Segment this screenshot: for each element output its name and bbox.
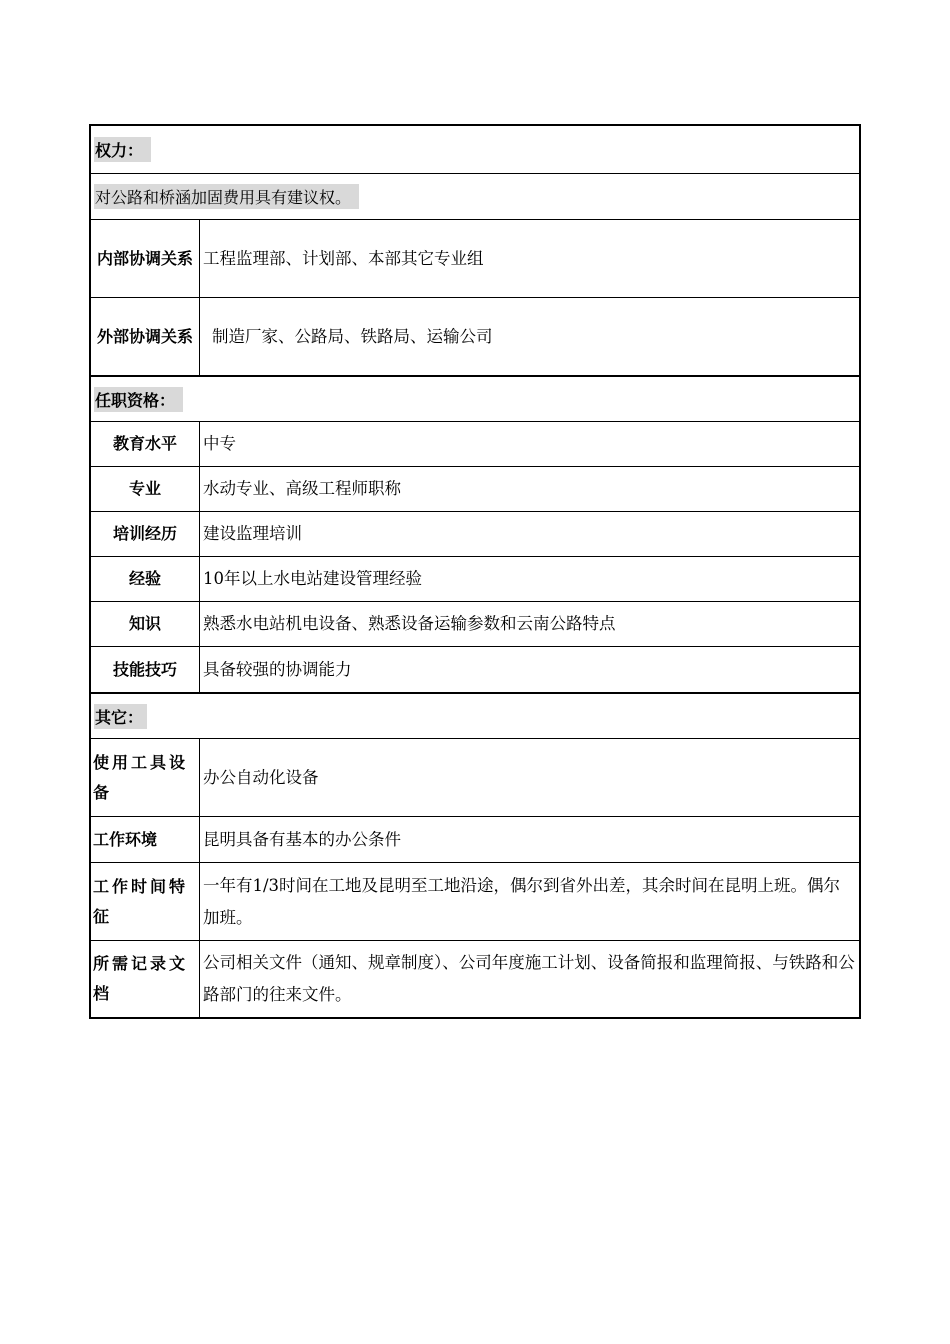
other-row-tools	[91, 738, 859, 816]
qualification-value-skills: 具备较强的协调能力	[203, 659, 352, 679]
power-content-row	[91, 173, 859, 219]
other-value-environment: 昆明具备有基本的办公条件	[203, 829, 401, 849]
qualification-value-education: 中专	[203, 434, 236, 453]
qualification-value-knowledge: 熟悉水电站机电设备、熟悉设备运输参数和云南公路特点	[203, 614, 616, 633]
qualification-label-knowledge: 知识	[91, 602, 200, 646]
other-value-work-time: 一年有1/3时间在工地及昆明至工地沿途，偶尔到省外出差，其余时间在昆明上班。偶尔加班。	[203, 875, 841, 927]
other-title: 其它：	[94, 704, 147, 729]
other-label-work-time: 工作时间特征	[91, 863, 200, 940]
other-value-tools: 办公自动化设备	[203, 767, 319, 787]
qualification-value-experience: 10年以上水电站建设管理经验	[203, 569, 422, 588]
job-description-table	[89, 124, 861, 1019]
relation-label-external: 外部协调关系	[91, 298, 200, 375]
qualification-row-training	[91, 511, 859, 556]
power-content-cell	[91, 174, 859, 219]
relation-row-external	[91, 297, 859, 375]
qualification-row-education	[91, 421, 859, 466]
power-header-cell	[91, 126, 859, 173]
power-header-row	[91, 126, 859, 173]
other-header-cell	[91, 694, 859, 738]
relation-row-internal	[91, 219, 859, 297]
qualification-row-major	[91, 466, 859, 511]
qualification-row-skills	[91, 646, 859, 692]
qualification-row-knowledge	[91, 601, 859, 646]
qualification-label-skills: 技能技巧	[91, 647, 200, 692]
qualification-row-experience	[91, 556, 859, 601]
other-row-work-time	[91, 862, 859, 940]
other-header-row	[91, 692, 859, 738]
relation-value-internal: 工程监理部、计划部、本部其它专业组	[203, 248, 484, 268]
qualifications-title: 任职资格：	[94, 387, 183, 412]
relation-label-internal: 内部协调关系	[91, 220, 200, 297]
other-label-environment: 工作环境	[91, 817, 200, 862]
qualification-value-training: 建设监理培训	[203, 524, 302, 543]
qualification-value-major: 水动专业、高级工程师职称	[203, 479, 401, 498]
qualifications-header-row	[91, 375, 859, 421]
qualifications-header-cell	[91, 377, 859, 421]
other-label-tools: 使用工具设备	[91, 739, 200, 816]
other-value-documents: 公司相关文件（通知、规章制度）、公司年度施工计划、设备简报和监理简报、与铁路和公路部门的往来文件。	[203, 953, 855, 1004]
qualification-label-major: 专业	[91, 467, 200, 511]
other-label-documents: 所需记录文档	[91, 941, 200, 1017]
power-title: 权力：	[94, 137, 151, 162]
other-row-environment	[91, 816, 859, 862]
relation-value-external: 制造厂家、公路局、铁路局、运输公司	[212, 326, 493, 346]
qualification-label-training: 培训经历	[91, 512, 200, 556]
qualification-label-education: 教育水平	[91, 422, 200, 466]
other-row-documents	[91, 940, 859, 1017]
power-content: 对公路和桥涵加固费用具有建议权。	[94, 184, 359, 209]
qualification-label-experience: 经验	[91, 557, 200, 601]
